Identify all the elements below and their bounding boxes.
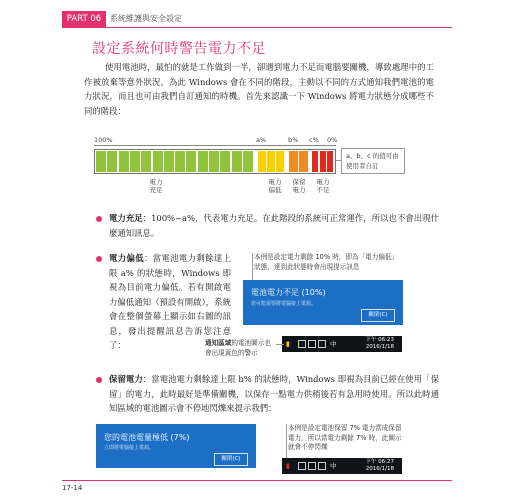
segment-full [232, 151, 242, 172]
intro-paragraph: 使用電池時，最怕的就是工作做到一半，卻遇到電力不足而電腦要關機，導致處理中的工作被放棄等意外狀況。為此 Windows 會在不同的階段，主動以不同的方式通知我們電池的電力狀況，而且也可由我們自訂通知的時機。首先來認識一下 Windows 將電力狀態分成哪些不同的階段： [84, 62, 434, 116]
segment-low [276, 151, 284, 172]
reserve-callout: 本例是設定電池保留 7% 電力當成保留電力，所以當電力剩餘 7% 時，此圖示就會不停閃爍 [288, 424, 402, 451]
segment-full [220, 151, 230, 172]
segment-full [209, 151, 219, 172]
footer-divider [62, 480, 452, 481]
toast-body: 立即將電腦接上電源。 [104, 445, 155, 451]
ime-indicator[interactable]: 中 [330, 462, 337, 470]
segment-reserve [289, 151, 298, 172]
low-callout: 本例是設定電力剩餘 10% 時，即為「電力偏低」狀態，達到此狀態時會出現提示訊息 [254, 253, 399, 271]
battery-critical-icon[interactable]: ▮ [286, 462, 290, 470]
reserve-callout-line [286, 424, 287, 458]
volume-icon[interactable] [308, 462, 316, 470]
clock[interactable]: 下午 06:23 2016/1/18 [365, 337, 394, 350]
clock[interactable]: 下午 06:27 2016/1/18 [365, 459, 394, 472]
segment-full [186, 151, 196, 172]
level-b: b% [288, 136, 299, 144]
toast-title: 您的電池電量極低 (7%) [104, 433, 190, 442]
volume-icon[interactable] [308, 340, 316, 348]
toast-close-button[interactable]: 關閉(C) [214, 453, 248, 466]
level-a: a% [256, 136, 267, 144]
bullet-icon [96, 256, 102, 262]
tray-callout-line [276, 344, 284, 345]
low-battery-toast [243, 280, 403, 325]
level-100: 100% [94, 136, 113, 144]
threshold-note: a、b、c 的值可由使用者自訂 [341, 148, 405, 174]
battery-warning-icon[interactable]: ▮ [286, 340, 290, 348]
section-title: 設定系統何時警告電力不足 [92, 41, 266, 57]
level-c: c% [309, 136, 319, 144]
tray-callout: 通知區域的電池圖示也會出現黃色的警示 [205, 339, 271, 357]
chapter-title: 系統維護與安全設定 [110, 14, 182, 23]
keyboard-icon[interactable] [318, 340, 326, 348]
page-number: 17-14 [62, 484, 83, 492]
toast-body: 您可能需要將電腦接上電源。 [251, 301, 317, 307]
taskbar-tray [282, 458, 402, 474]
bullet-low: 電力偏低：當電池電力剩餘達上限 a% 的狀態時，Windows 即視為目前電力偏低。若有開啟電力偏低通知（預設有開啟），系統會在整個螢幕上顯示如右圖的訊息，發出提醒訊息告訴您注意了： [109, 253, 232, 350]
level-axis [94, 145, 336, 146]
network-icon[interactable] [298, 340, 306, 348]
segment-full [119, 151, 129, 172]
low-callout-line [252, 253, 253, 281]
segment-full [141, 151, 151, 172]
ime-indicator[interactable]: 中 [330, 340, 337, 348]
segment-full [175, 151, 185, 172]
segment-full [164, 151, 174, 172]
segment-critical [312, 151, 318, 172]
stage-reserve: 保留 電力 [292, 178, 306, 194]
segment-full [96, 151, 106, 172]
bullet-icon [96, 377, 102, 383]
segment-low [267, 151, 275, 172]
toast-close-button[interactable]: 關閉(C) [361, 309, 395, 322]
stage-critical: 電力 不足 [316, 178, 330, 194]
segment-full [243, 151, 253, 172]
segment-critical [327, 151, 333, 172]
stage-low: 電力 偏低 [268, 178, 282, 194]
segment-full [130, 151, 140, 172]
bullet-full: 電力充足：100%~a%，代表電力充足。在此階段的系統可正常運作，所以也不會出現什麼通知訊息。 [109, 213, 439, 238]
segment-critical [320, 151, 326, 172]
stage-full: 電力 充足 [149, 178, 163, 194]
segment-full [198, 151, 208, 172]
toast-title: 電池電力不足 (10%) [251, 288, 326, 297]
taskbar-tray [282, 336, 402, 352]
segment-low [258, 151, 266, 172]
reserve-battery-toast [96, 424, 256, 468]
network-icon[interactable] [298, 462, 306, 470]
segment-reserve [299, 151, 308, 172]
segment-full [153, 151, 163, 172]
bullet-icon [96, 216, 102, 222]
level-0: 0% [327, 136, 338, 144]
note-connector [336, 160, 341, 161]
header-divider [62, 27, 452, 28]
segment-full [107, 151, 117, 172]
bullet-reserve: 保留電力：當電池電力剩餘達上限 b% 的狀態時，Windows 即視為目前已經在使用「保留」的電力，此時最好是準備關機，以保存一點電力供稍後若有急用時使用。所以此時通知區域的電池圖示會不停地閃爍來提示我們： [109, 374, 440, 413]
keyboard-icon[interactable] [318, 462, 326, 470]
part-tab: PART 06 [62, 11, 106, 28]
